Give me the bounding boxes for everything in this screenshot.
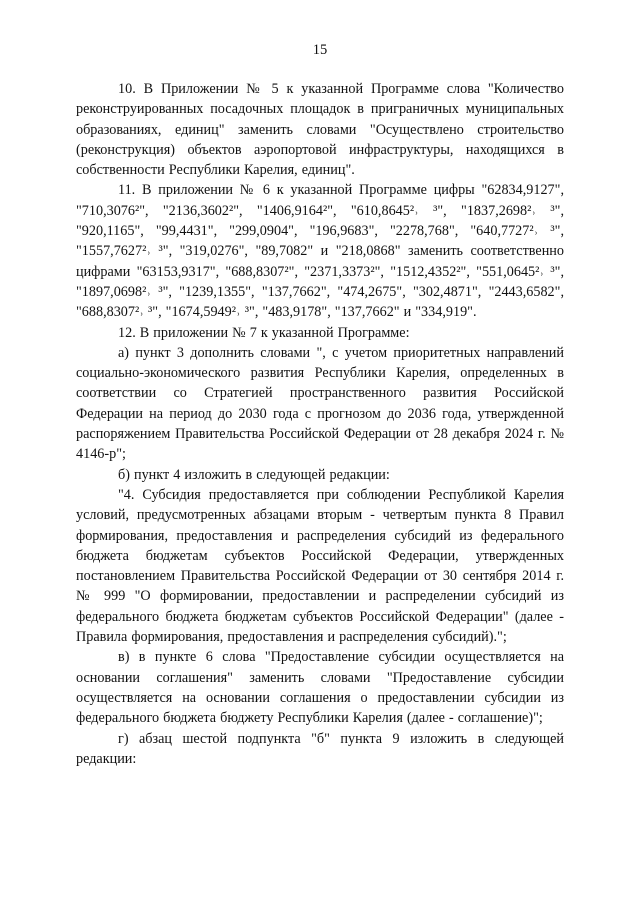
paragraph-12g: г) абзац шестой подпункта "б" пункта 9 изложить в следующей редакции: — [76, 730, 564, 767]
paragraph-12a: а) пункт 3 дополнить словами ", с учетом приоритетных направлений социально-экономического развития Республики Карелия, определенных в соответствии со Стратегией пространственного развития Российской Федерации на период до 2030 года с прогнозом до 2036 года, утвержденной распоряжением Правительства Российской Федерации от 28 декабря 2024 г. № 4146-р"; — [76, 344, 564, 463]
paragraph-12: 12. В приложении № 7 к указанной Программе: — [118, 324, 410, 341]
paragraph-12v: в) в пункте 6 слова "Предоставление субсидии осуществляется на основании соглашения" заменить словами "Предоставление субсидии осуществляется на основании соглашения о предоставлении субсидии из федерального бюджета бюджету Республики Карелия (далее - соглашение)"; — [76, 649, 564, 727]
paragraph-12b: б) пункт 4 изложить в следующей редакции: — [118, 466, 390, 483]
page-number: 15 — [312, 42, 328, 58]
document-body — [76, 79, 564, 769]
paragraph-quote-4: "4. Субсидия предоставляется при соблюдении Республикой Карелия условий, предусмотренных абзацами вторым - четвертым пункта 8 Правил формирования, предоставления и распределения субсидий из федерального бюджета бюджетам субъектов Российской Федерации, утвержденных постановлением Правительства Российской Федерации от 30 сентября 2014 г. № 999 "О формировании, предоставлении и распределении субсидий из федерального бюджета бюджетам субъектов Российской Федерации" (далее - Правила формирования, предоставления и распределения субсидий)."; — [76, 486, 564, 646]
paragraph-11: 11. В приложении № 6 к указанной Программе цифры "62834,9127", "710,3076²", "2136,3602²", "1406,9164²", "610,8645²˒ ³", "1837,2698²˒ ³", "920,1165", "99,4431", "299,0904", "196,9683", "2278,768", "640,7727²˒ ³", "1557,7627²˒ ³", "319,0276", "89,7082" и "218,0868" заменить соответственно цифрами "63153,9317", "688,8307²", "2371,3373²", "1512,4352²", "551,0645²˒ ³", "1897,0698²˒ ³", "1239,1355", "137,7662", "474,2675", "302,4871", "2443,6582", "688,8307²˒ ³", "1674,5949²˒ ³", "483,9178", "137,7662" и "334,919". — [76, 182, 564, 321]
paragraph-10: 10. В Приложении № 5 к указанной Программе слова "Количество реконструированных посадочных площадок в приграничных муниципальных образованиях, единиц" заменить словами "Осуществлено строительство (реконструкция) объектов аэропортовой инфраструктуры, находящихся в собственности Республики Карелия, единиц". — [76, 81, 564, 179]
